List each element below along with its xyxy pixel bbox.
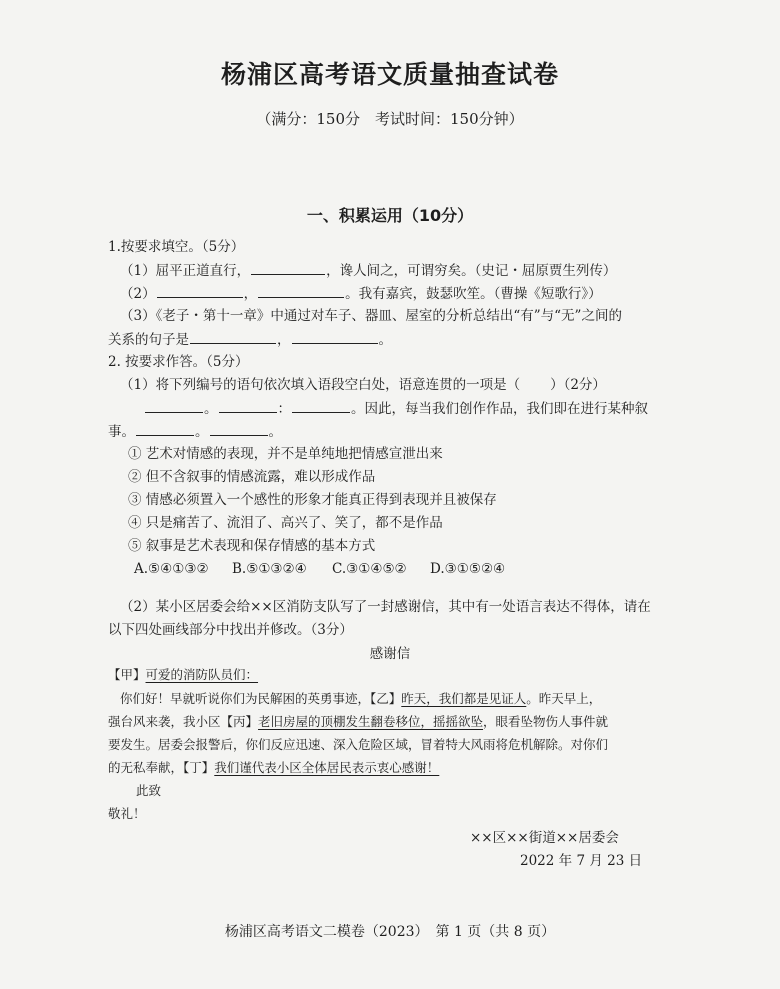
underlined-part-yi: 昨天，我们都是见证人 xyxy=(401,691,527,706)
answer-blank[interactable] xyxy=(292,399,350,413)
letter-closing-1: 此致 xyxy=(136,783,162,798)
q1-line-4: 关系的句子是 ， 。 xyxy=(108,332,392,348)
answer-blank[interactable] xyxy=(251,261,325,275)
q2-part2-line-1: （2）某小区居委会给××区消防支队写了一封感谢信，其中有一处语言表达不得体，请在 xyxy=(120,599,651,615)
answer-blank[interactable] xyxy=(219,399,277,413)
underlined-part-ding: 我们谨代表小区全体居民表示衷心感谢！ xyxy=(214,760,440,775)
sentence-item-3: ③ 情感必须置入一个感性的形象才能真正得到表现并且被保存 xyxy=(128,492,497,508)
q2-line-1: （1）将下列编号的语句依次填入语段空白处，语意连贯的一项是（ ）（2分） xyxy=(120,377,606,393)
q1-line-3: （3）《老子・第十一章》中通过对车子、器皿、屋室的分析总结出“有”与“无”之间的 xyxy=(120,308,622,324)
answer-blank[interactable] xyxy=(145,399,203,413)
answer-blank[interactable] xyxy=(210,422,268,436)
letter-sender: ××区××街道××居委会 xyxy=(470,830,619,846)
option-b[interactable]: B.⑤①③②④ xyxy=(232,561,307,577)
answer-blank[interactable] xyxy=(157,284,243,298)
section-heading: 一、积累运用（10分） xyxy=(306,206,474,225)
q1-line-1: （1）屈平正道直行， ，谗人间之，可谓穷矣。（史记・屈原贾生列传） xyxy=(120,263,617,279)
answer-blank[interactable] xyxy=(190,330,276,344)
q2-part2-line-2: 以下四处画线部分中找出并修改。（3分） xyxy=(108,622,353,638)
score-time-info: （满分：150分 考试时间：150分钟） xyxy=(256,110,524,128)
sentence-item-5: ⑤ 叙事是艺术表现和保存情感的基本方式 xyxy=(128,538,376,554)
sentence-item-2: ② 但不含叙事的情感流露，难以形成作品 xyxy=(128,469,376,485)
option-a[interactable]: A.⑤④①③② xyxy=(134,561,209,577)
q1-header: 1.按要求填空。（5分） xyxy=(108,239,245,255)
letter-line-4: 的无私奉献，【丁】我们谨代表小区全体居民表示衷心感谢！ xyxy=(108,760,440,775)
letter-title: 感谢信 xyxy=(369,646,411,662)
option-d[interactable]: D.③①⑤②④ xyxy=(430,561,506,577)
underlined-part-bing: 老旧房屋的顶棚发生翻卷移位，摇摇欲坠 xyxy=(258,714,484,729)
letter-line-1: 你们好！早就听说你们为民解困的英勇事迹，【乙】昨天，我们都是见证人。昨天早上， xyxy=(120,691,602,706)
page-footer: 杨浦区高考语文二模卷（2023） 第 1 页（共 8 页） xyxy=(224,924,556,940)
letter-line-3: 要发生。居委会报警后，你们反应迅速、深入危险区域，冒着特大风雨将危机解除。对你们 xyxy=(108,737,609,752)
letter-date: 2022 年 7 月 23 日 xyxy=(520,853,643,869)
answer-blank[interactable] xyxy=(258,284,344,298)
q1-line-2: （2） ， 。我有嘉宾，鼓瑟吹笙。（曹操《短歌行》） xyxy=(120,286,602,302)
q2-header: 2. 按要求作答。（5分） xyxy=(108,354,249,370)
letter-line-2: 强台风来袭，我小区【丙】老旧房屋的顶棚发生翻卷移位，摇摇欲坠，眼看坠物伤人事件就 xyxy=(108,714,609,729)
q2-line-3: 事。 。 。 xyxy=(108,424,282,440)
underlined-part-jia: 可爱的消防队员们： xyxy=(145,667,259,682)
sentence-item-1: ① 艺术对情感的表现，并不是单纯地把情感宣泄出来 xyxy=(128,446,443,462)
answer-blank[interactable] xyxy=(292,330,378,344)
sentence-item-4: ④ 只是痛苦了、流泪了、高兴了、笑了，都不是作品 xyxy=(128,515,443,531)
q2-line-2: 。 ： 。因此，每当我们创作作品，我们即在进行某种叙 xyxy=(144,399,648,418)
letter-salutation: 【甲】可爱的消防队员们： xyxy=(108,667,259,682)
page-title: 杨浦区高考语文质量抽查试卷 xyxy=(220,60,559,89)
option-c[interactable]: C.③①④⑤② xyxy=(332,561,407,577)
letter-closing-2: 敬礼！ xyxy=(108,806,146,821)
answer-blank[interactable] xyxy=(136,422,194,436)
